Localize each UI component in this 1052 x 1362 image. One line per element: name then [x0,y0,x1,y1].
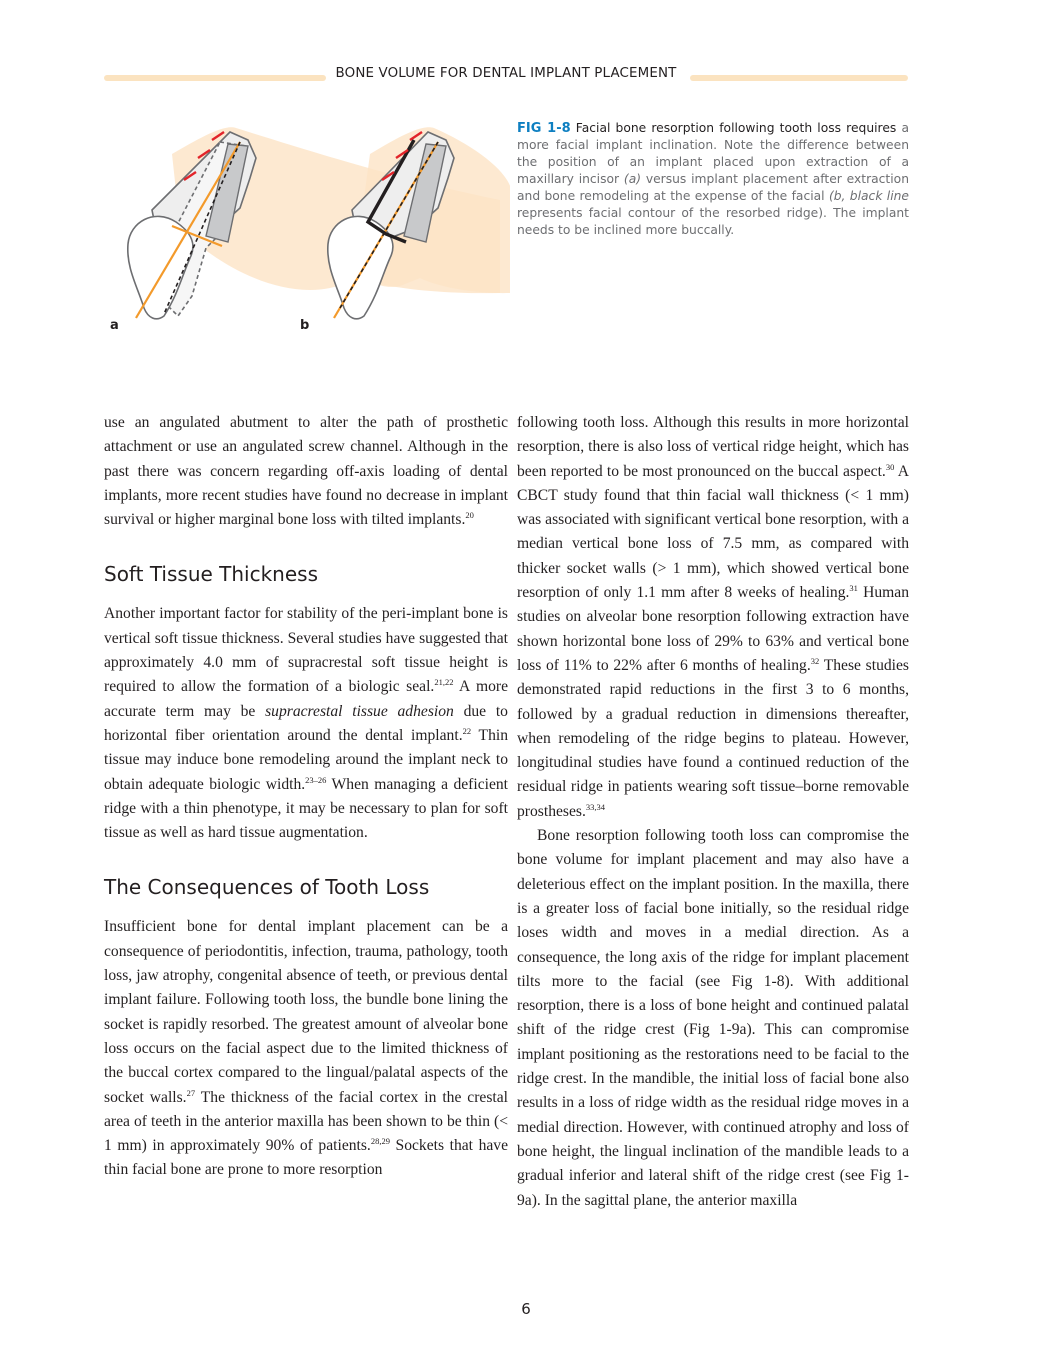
left-p2-text-b: A more accurate term may be [104,678,508,720]
right-column [517,411,909,1213]
right-p1-text-c: Human studies on alveolar bone resorption following extraction have shown horizontal bone loss of 29% to 63% and vertical bone loss of 11% to 22% after 6 months of healing. [517,584,910,674]
heading-consequences-of-tooth-loss: The Consequences of Tooth Loss [104,875,430,900]
page-number: 6 [521,1300,531,1318]
reference-21-22: 21,22 [434,677,454,688]
reference-31: 31 [849,582,858,593]
reference-22: 22 [462,725,472,736]
caption-emphasis-2: (b, black line [828,189,909,203]
left-column [104,411,508,1183]
caption-text-1: a more facial implant inclination. Note the difference between the position of an implant placed upon extraction of a maxillary incisor [517,121,909,186]
left-p2-text-c: due to horizontal fiber orientation around the dental implant. [104,702,508,744]
left-paragraph-3 [104,915,508,1182]
panel-a-label: a [110,318,119,333]
running-head-rule-right [690,75,908,81]
running-head-title: BONE VOLUME FOR DENTAL IMPLANT PLACEMENT [335,66,677,81]
reference-27: 27 [186,1087,196,1098]
left-p3-text-a: Insufficient bone for dental implant placement can be a consequence of periodontitis, infection, trauma, pathology, tooth loss, jaw atrophy, congenital absence of teeth, or previous dental implant failure. Following tooth loss, the bundle bone lining the socket is rapidly resorbed. The greatest amount of alveolar bone loss occurs on the facial aspect due to the limited thickness of the buccal cortex compared to the lingual/palatal aspects of the socket walls. [104,918,508,1106]
right-p1-text-d: These studies demonstrated rapid reductions in the first 3 to 6 months, followed by a gradual reduction in dimensions thereafter, when remodeling of the ridge begins to plateau. However, longitudinal studies have found a continued reduction of the residual ridge in patients wearing soft tissue–borne removable prostheses. [517,656,909,820]
caption-figure-number: FIG 1-8 [517,121,571,136]
left-p2-text-e: When managing a deficient ridge with a thin phenotype, it may be necessary to plan for soft tissue as well as hard tissue augmentation. [104,775,508,842]
right-paragraph-1 [517,411,909,824]
panel-b-drawing [328,127,510,319]
heading-soft-tissue-thickness: Soft Tissue Thickness [104,562,319,587]
figure-1-8 [100,118,510,358]
left-p3-text-c: Sockets that have thin facial bone are prone to more resorption [104,1137,509,1179]
running-head [104,64,908,90]
reference-30: 30 [885,461,895,472]
right-p1-text-a: following tooth loss. Although this results in more horizontal resorption, there is also loss of vertical ridge height, which has been reported to be most pronounced on the buccal aspect. [517,414,909,480]
right-paragraph-2: Bone resorption following tooth loss can compromise the bone volume for implant placement and may also have a deleterious effect on the implant position. In the maxilla, there is a greater loss of facial bone initially, so the residual ridge loses width and moves in a medial direction. As a consequence, the long axis of the ridge for implant placement tilts more to the facial (see Fig 1-8). With additional resorption, there is a loss of bone height and continued palatal shift of the ridge crest (Fig 1-9a). This can compromise implant positioning as the restorations need to be facial to the ridge crest. In the mandible, the initial loss of facial bone also results in a loss of ridge width as the residual ridge moves in a medial direction. However, with continued atrophy and loss of bone height, the lingual inclination of the mandible leads to a gradual inferior and lateral shift of the ridge crest (see Fig 1-9a). In the sagittal plane, the anterior maxilla [517,827,909,1209]
reference-23-26: 23–26 [305,774,327,785]
left-paragraph-2 [104,602,508,845]
left-p2-text-a: Another important factor for stability of the peri-implant bone is vertical soft tissue thickness. Several studies have suggested that approximately 4.0 mm of supracrestal soft tissue height is required to allow the formation of a biologic seal. [104,605,508,696]
caption-lead: Facial bone resorption following tooth loss requires [575,121,897,135]
caption-text-2: versus implant placement after extraction and bone remodeling at the expense of the facial [517,172,909,203]
left-p2-emphasis: supracrestal tissue adhesion [265,702,454,720]
reference-33-34: 33,34 [585,801,605,812]
left-p3-text-b: The thickness of the facial cortex in the crestal area of teeth in the anterior maxilla has been shown to be thin (< 1 mm) in approximately 90% of patients. [104,1088,508,1155]
caption-emphasis-1: (a) [623,172,642,186]
right-p1-text-b: A CBCT study found that thin facial wall thickness (< 1 mm) was associated with significant vertical bone resorption, with a median vertical bone loss of 7.5 mm, as compared with thicker socket walls (> 1 mm), which showed vertical bone resorption of only 1.1 mm after 8 weeks of healing. [517,462,909,602]
reference-32: 32 [810,655,820,666]
reference-28-29: 28,29 [370,1135,390,1146]
left-p1-text: use an angulated abutment to alter the path of prosthetic attachment or use an angulated screw channel. Although in the past there was concern regarding off-axis loading of dental implants, more recent studies have found no decrease in implant survival or higher marginal bone loss with tilted implants. [104,414,508,529]
panel-b-label: b [300,318,310,333]
left-p2-text-d: Thin tissue may induce bone remodeling around the implant neck to obtain adequate biologic width. [104,726,508,793]
reference-20: 20 [465,510,474,520]
figure-caption [517,120,909,239]
caption-text-3: represents facial contour of the resorbed ridge). The implant needs to be inclined more buccally. [517,206,909,237]
left-paragraph-1 [104,411,508,532]
